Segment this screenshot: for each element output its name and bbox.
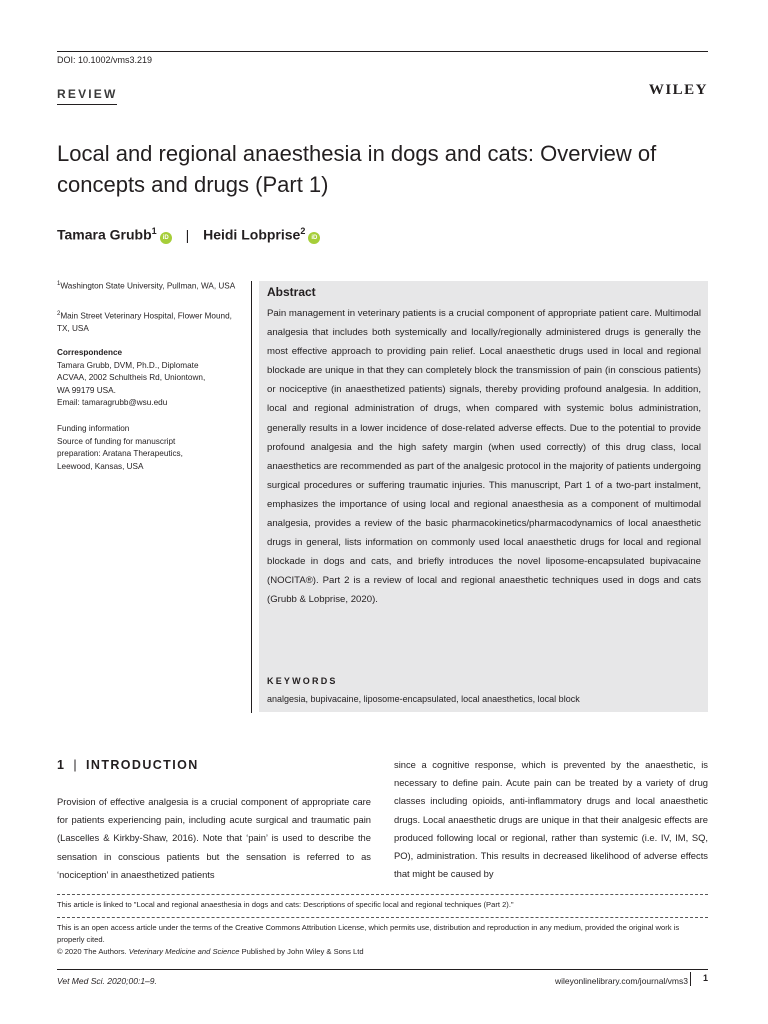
abstract-title: Abstract bbox=[267, 285, 316, 299]
affiliation-2 bbox=[57, 308, 242, 336]
affiliation-number: 2 bbox=[57, 311, 61, 317]
correspondence-email[interactable]: Email: tamaragrubb@wsu.edu bbox=[57, 398, 168, 407]
funding-line: Source of funding for manuscript bbox=[57, 436, 176, 446]
doi-text: DOI: 10.1002/vms3.219 bbox=[57, 55, 153, 65]
copyright-journal: Veterinary Medicine and Science bbox=[128, 947, 240, 956]
section-title: INTRODUCTION bbox=[86, 758, 199, 772]
linked-article-note: This article is linked to "Local and regional anaesthesia in dogs and cats: Descriptions of specific local and regional techniques (Part 2)." bbox=[57, 900, 514, 909]
top-rule bbox=[57, 51, 708, 52]
affiliation-1 bbox=[57, 278, 242, 293]
affiliation-text: Main Street Veterinary Hospital, Flower Mound, TX, USA bbox=[57, 311, 232, 334]
copyright-note bbox=[57, 946, 708, 958]
correspondence-block bbox=[57, 347, 242, 410]
article-title: Local and regional anaesthesia in dogs and cats: Overview of concepts and drugs (Part 1) bbox=[57, 141, 657, 197]
orcid-icon[interactable]: iD bbox=[308, 232, 320, 244]
journal-url[interactable]: wileyonlinelibrary.com/journal/vms3 bbox=[554, 976, 688, 986]
section-heading bbox=[57, 758, 199, 772]
funding-block bbox=[57, 423, 242, 473]
author-name[interactable]: Tamara Grubb bbox=[57, 226, 152, 243]
correspondence-heading: Correspondence bbox=[57, 348, 123, 357]
license-divider bbox=[57, 917, 708, 918]
abstract-body: Pain management in veterinary patients is a crucial component of appropriate patient care. Multimodal analgesia that includes both systemically and locally/regionally administered drugs is generally the most effective approach to providing pain relief. Local anaesthetic drugs used in local and regional blockade are unique in that they can completely block the transmission of pain (in conscious patients) or nociceptive (in anaesthetized patients) signals, thereby providing profound analgesia. In addition, local and regional administration of drugs, when compared with systemic bolus administration, generally results in a lower incidence of dose-related adverse effects. Due to the potential to provide profound analgesia and the high safety margin (when used correctly) of this drug class, local anaesthetics are recommended as part of the analgesic protocol in the majority of patients undergoing surgical procedures or suffering traumatic injuries. This manuscript, Part 1 of a two-part instalment, emphasizes the importance of using local and regional anaesthesia as a component of multimodal analgesia, provides a review of the basic pharmacokinetics/pharmacodynamics of local anaesthetic drugs in general, lists information on commonly used local anaesthetic drugs for local and regional blockade in dogs and cats, and briefly introduces the novel liposome-encapsulated bupivacaine (NOCITA®). Part 2 is a review of local and regional anaesthetic techniques used in dogs and cats (Grubb & Lobprise, 2020). bbox=[267, 308, 701, 606]
author-affiliation-marker: 2 bbox=[300, 226, 306, 236]
correspondence-line: ACVAA, 2002 Schultheis Rd, Uniontown, bbox=[57, 373, 206, 382]
author-separator: | bbox=[185, 226, 190, 243]
copyright-prefix: © 2020 The Authors. bbox=[57, 947, 129, 956]
correspondence-line: WA 99179 USA. bbox=[57, 385, 116, 395]
section-underline bbox=[57, 104, 117, 105]
funding-line: preparation: Aratana Therapeutics, bbox=[57, 449, 183, 458]
footer-divider bbox=[690, 972, 691, 986]
keywords-heading: KEYWORDS bbox=[267, 676, 338, 686]
page-number: 1 bbox=[702, 973, 708, 983]
journal-citation: Vet Med Sci. 2020;00:1–9. bbox=[57, 976, 157, 986]
author-name[interactable]: Heidi Lobprise bbox=[203, 226, 301, 243]
intro-right-column: since a cognitive response, which is prevented by the anaesthetic, is necessary to define pain. Acute pain can be treated by a variety of drug classes including opioids, anti-inflammatory drugs and local anaesthetic drugs. Local anaesthetic drugs are unique in that their analgesic effects are produced following local or regional, rather than systemic (i.e. IV, IM, SQ, PO), administration. This results in decreased likelihood of adverse effects that might be caused by bbox=[394, 759, 708, 880]
license-note: This is an open access article under the terms of the Creative Commons Attribution License, which permits use, distribution and reproduction in any medium, provided the original work is properly cited. bbox=[57, 923, 680, 944]
author-affiliation-marker: 1 bbox=[151, 226, 157, 236]
section-label: REVIEW bbox=[57, 87, 118, 101]
intro-left-column: Provision of effective analgesia is a crucial component of appropriate care for patients experiencing pain, including acute surgical and traumatic pain (Lascelles & Kirkby-Shaw, 2016). Note that ‘pain’ is used to describe the sensation in conscious patients but the sensation is referred to as ‘nociception’ in anaesthetized patients bbox=[57, 796, 371, 880]
publisher-logo: WILEY bbox=[648, 82, 708, 98]
abstract-divider bbox=[251, 281, 252, 713]
author-line bbox=[57, 226, 320, 244]
correspondence-line: Tamara Grubb, DVM, Ph.D., Diplomate bbox=[57, 360, 199, 370]
footer-rule bbox=[57, 969, 708, 970]
orcid-icon[interactable]: iD bbox=[160, 232, 172, 244]
copyright-suffix: Published by John Wiley & Sons Ltd bbox=[239, 947, 364, 956]
funding-line: Funding information bbox=[57, 424, 130, 433]
section-number: 1 bbox=[57, 758, 66, 772]
funding-line: Leewood, Kansas, USA bbox=[57, 461, 144, 471]
section-divider: | bbox=[73, 758, 79, 772]
notes-divider bbox=[57, 894, 708, 895]
affiliation-text: Washington State University, Pullman, WA, USA bbox=[60, 281, 236, 291]
keywords-list: analgesia, bupivacaine, liposome-encapsulated, local anaesthetics, local block bbox=[267, 694, 580, 704]
affiliation-number: 1 bbox=[57, 281, 61, 287]
